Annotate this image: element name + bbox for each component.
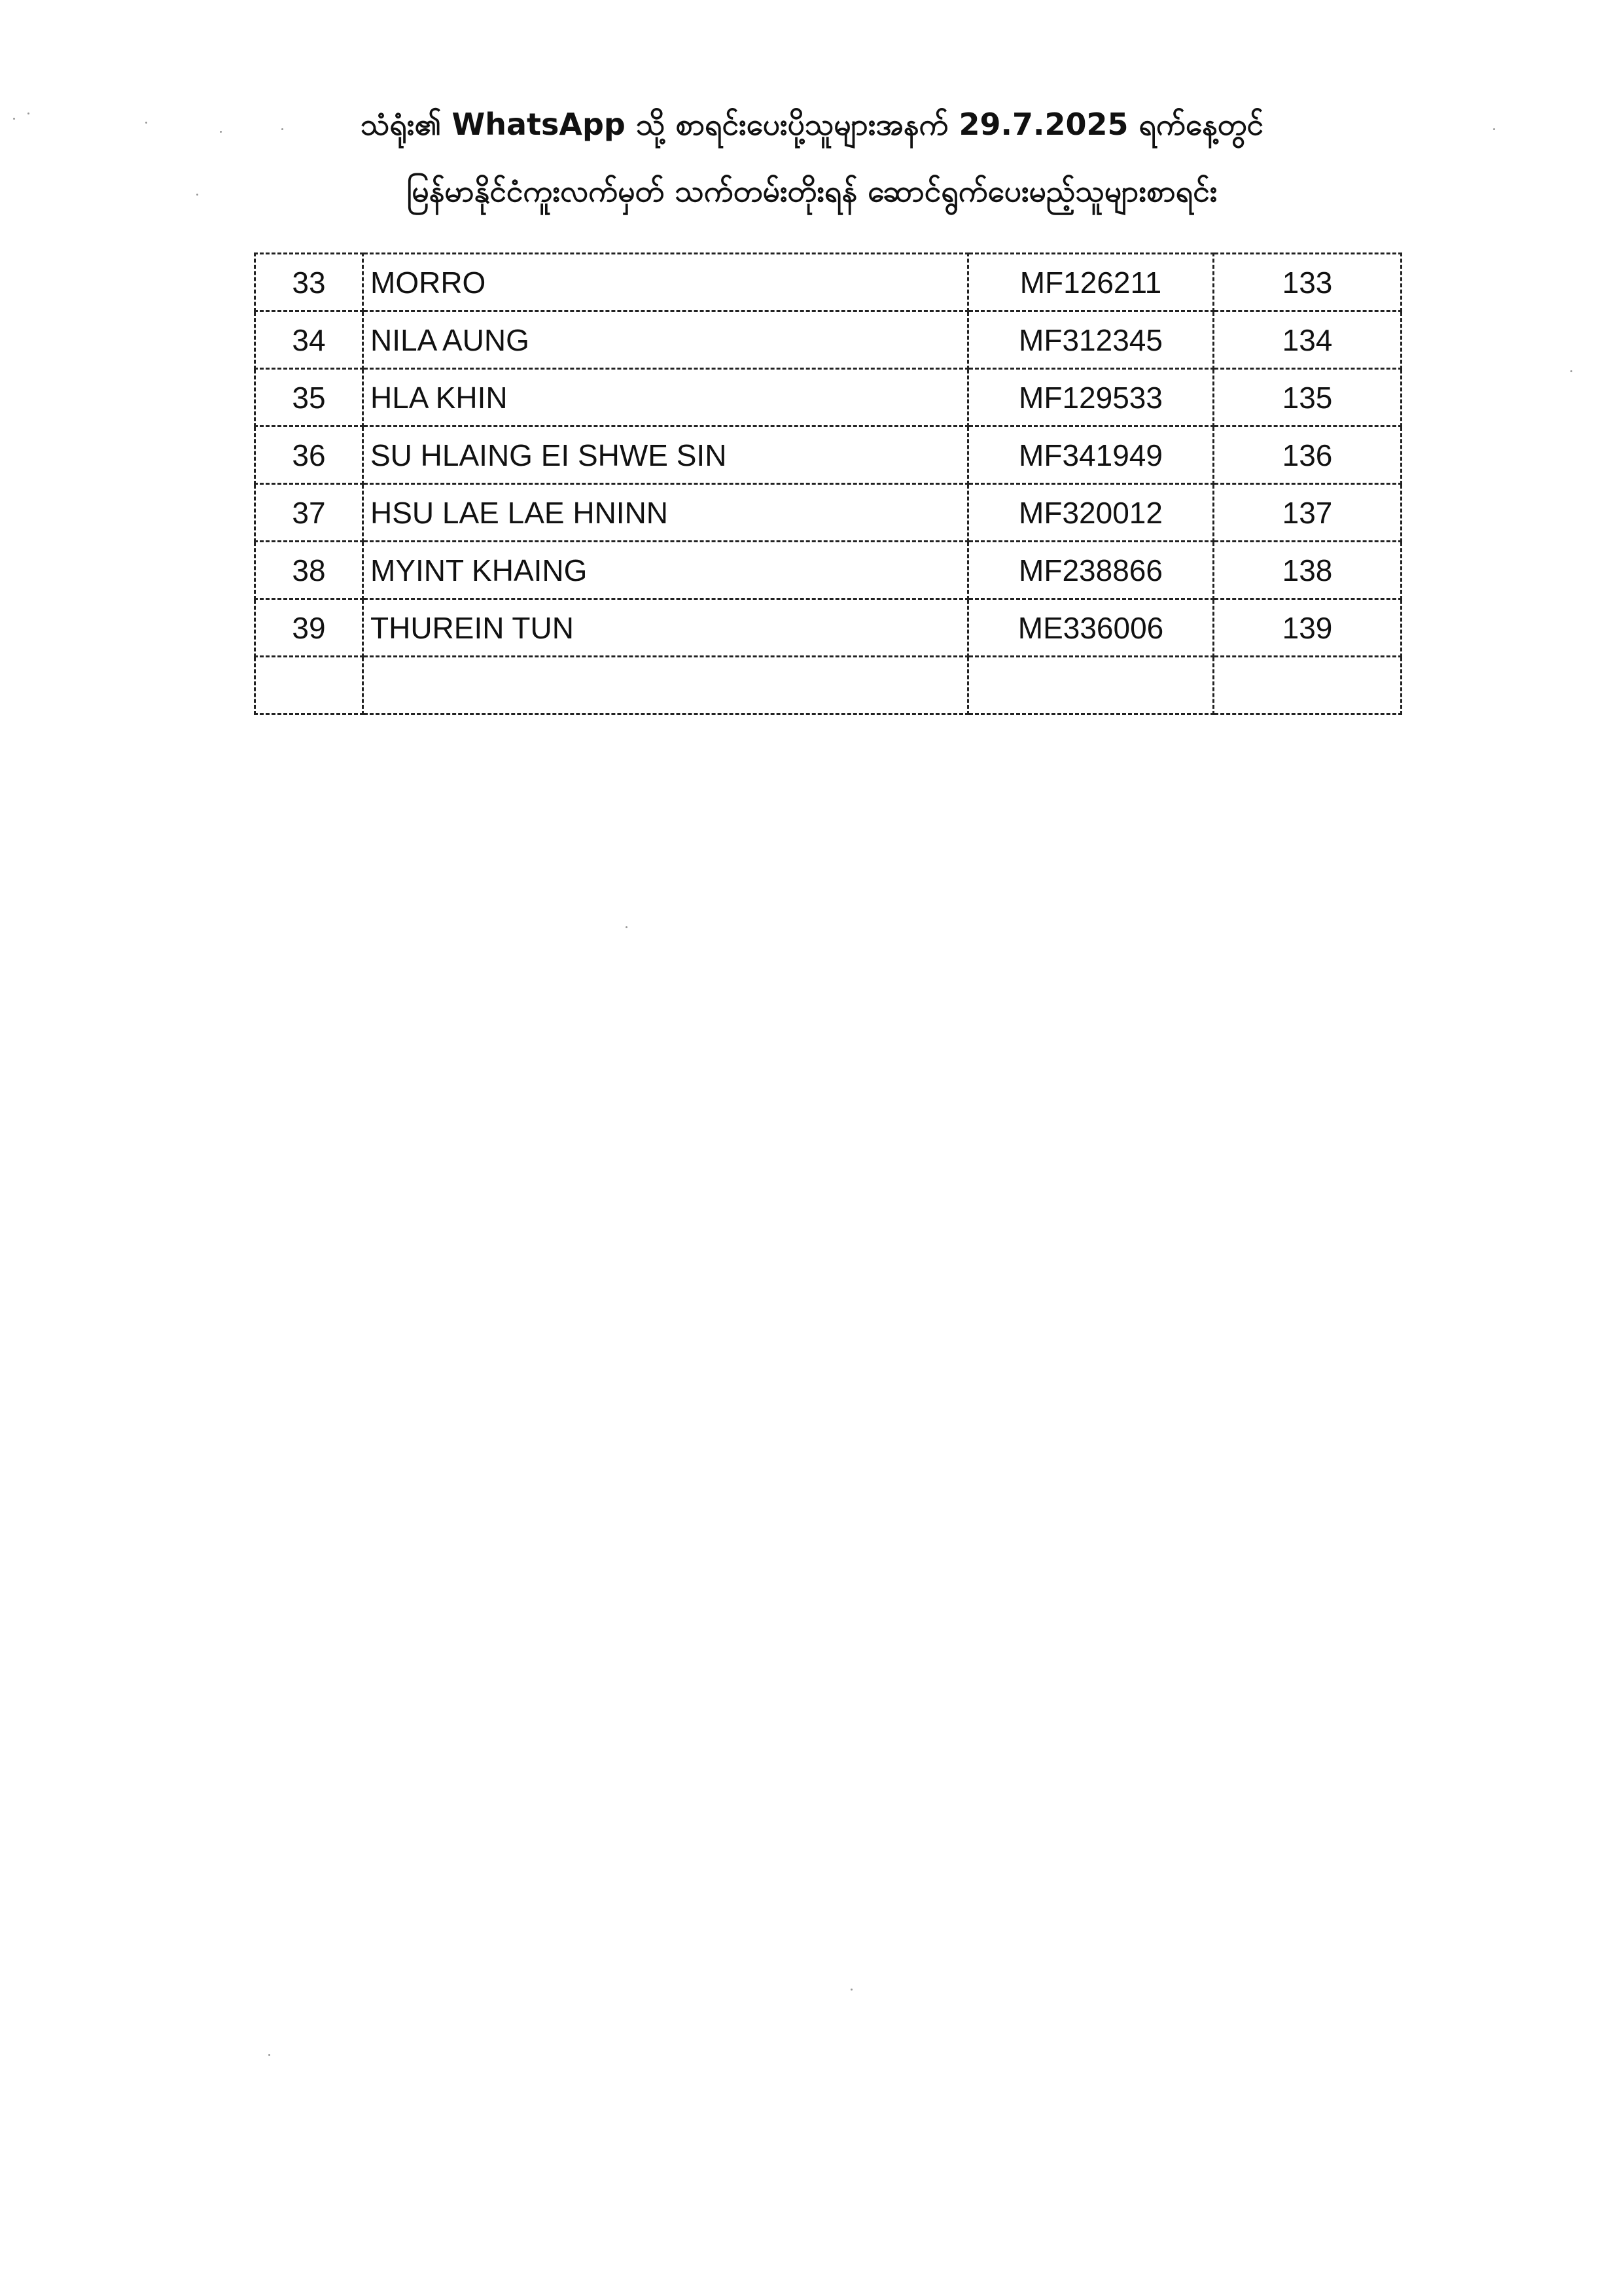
- list-code: 136: [1214, 426, 1402, 484]
- passport-number: MF320012: [968, 484, 1214, 542]
- table-row: [255, 369, 1402, 426]
- passport-number: ME336006: [968, 599, 1214, 657]
- applicant-name: MYINT KHAING: [363, 542, 968, 599]
- list-code: 137: [1214, 484, 1402, 542]
- applicant-name: HLA KHIN: [363, 369, 968, 426]
- list-code: 138: [1214, 542, 1402, 599]
- applicant-name: THUREIN TUN: [363, 599, 968, 657]
- applicant-name: HSU LAE LAE HNINN: [363, 484, 968, 542]
- scan-speck: [268, 2054, 270, 2056]
- table-row: [255, 484, 1402, 542]
- scan-speck: [196, 194, 198, 196]
- passport-list-table: [254, 252, 1402, 715]
- passport-number: MF126211: [968, 254, 1214, 311]
- table-row-empty: [255, 657, 1402, 714]
- row-number: 36: [255, 426, 363, 484]
- passport-number: [968, 657, 1214, 714]
- row-number: [255, 657, 363, 714]
- scan-speck: [626, 926, 627, 928]
- list-code: 139: [1214, 599, 1402, 657]
- row-number: 35: [255, 369, 363, 426]
- scan-speck: [1493, 128, 1495, 130]
- row-number: 34: [255, 311, 363, 369]
- passport-number: MF341949: [968, 426, 1214, 484]
- table-row: [255, 542, 1402, 599]
- passport-number: MF238866: [968, 542, 1214, 599]
- passport-number: MF312345: [968, 311, 1214, 369]
- applicant-name: NILA AUNG: [363, 311, 968, 369]
- row-number: 33: [255, 254, 363, 311]
- document-title-line-1: သံရုံး၏ WhatsApp သို့ စာရင်းပေးပို့သူများအနက် 29.7.2025 ရက်နေ့တွင်: [360, 107, 1264, 142]
- table-row: [255, 311, 1402, 369]
- document-title-line-2: မြန်မာနိုင်ငံကူးလက်မှတ် သက်တမ်းတိုးရန် ဆောင်ရွက်ပေးမည့်သူများစာရင်း: [406, 173, 1218, 209]
- applicant-name: [363, 657, 968, 714]
- scan-speck: [281, 128, 283, 130]
- row-number: 37: [255, 484, 363, 542]
- scan-speck: [13, 118, 15, 120]
- passport-number: MF129533: [968, 369, 1214, 426]
- list-code: 133: [1214, 254, 1402, 311]
- scan-speck: [851, 1989, 853, 1991]
- applicant-name: SU HLAING EI SHWE SIN: [363, 426, 968, 484]
- row-number: 39: [255, 599, 363, 657]
- list-code: [1214, 657, 1402, 714]
- applicant-name: MORRO: [363, 254, 968, 311]
- row-number: 38: [255, 542, 363, 599]
- list-code: 134: [1214, 311, 1402, 369]
- scan-speck: [1570, 370, 1572, 372]
- list-code: 135: [1214, 369, 1402, 426]
- table-row: [255, 599, 1402, 657]
- scan-speck: [145, 122, 147, 124]
- scan-speck: [27, 113, 29, 114]
- scan-speck: [220, 131, 222, 133]
- table-row: [255, 426, 1402, 484]
- table-row: [255, 254, 1402, 311]
